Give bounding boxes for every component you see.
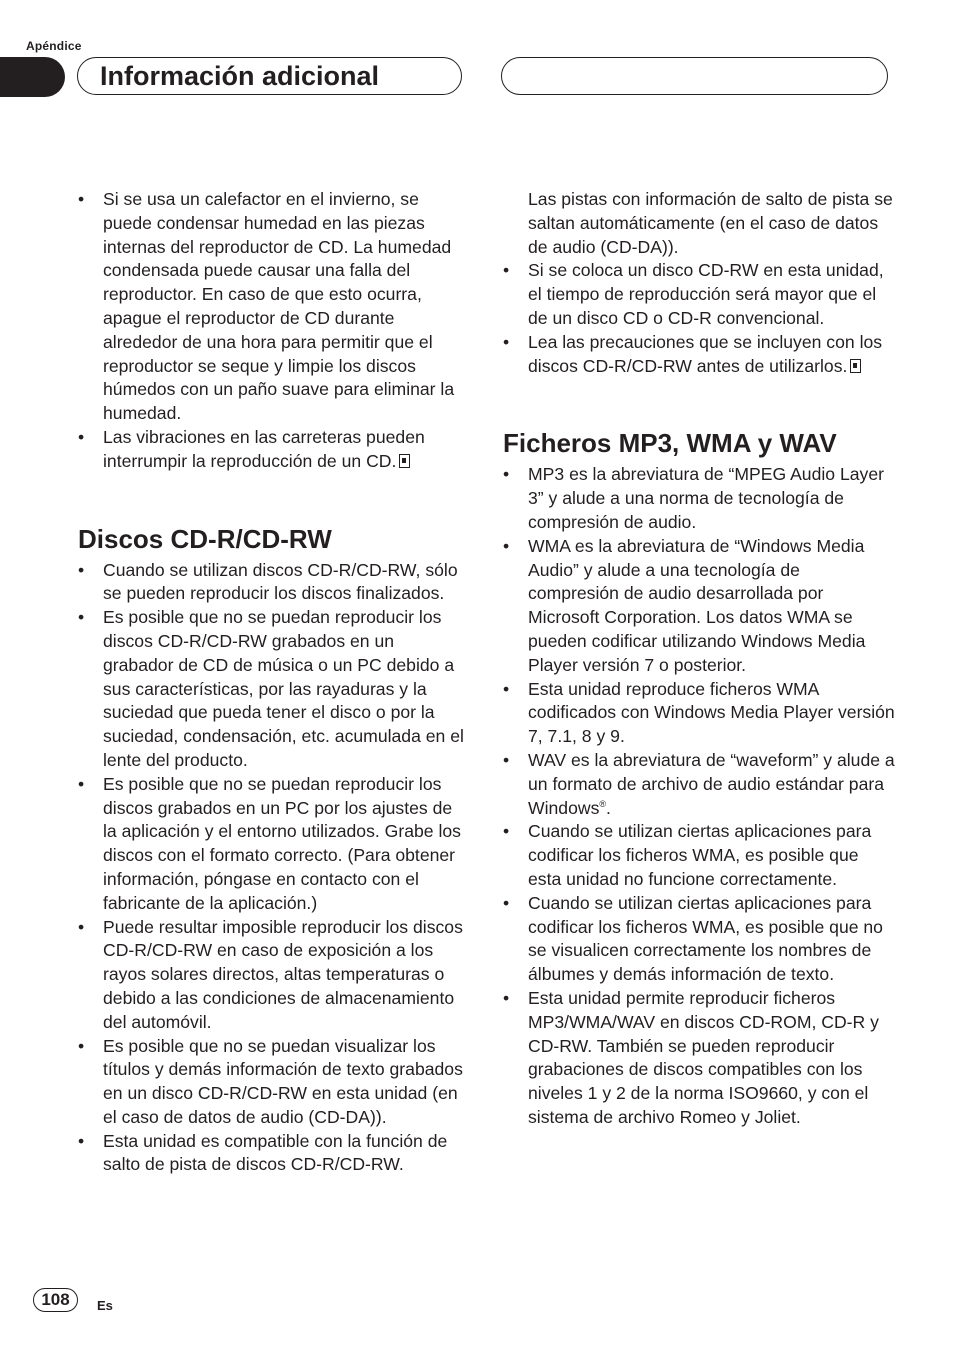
list-item: • Cuando se utilizan discos CD-R/CD-RW, sólo se pueden reproducir los discos finalizados. bbox=[78, 559, 466, 607]
list-item: • Puede resultar imposible reproducir los discos CD-R/CD-RW en caso de exposición a los rayos solares directos, altas temperaturas o debido a las condiciones de almacenamiento del automóvil. bbox=[78, 916, 466, 1035]
list-item: • Esta unidad permite reproducir ficheros MP3/WMA/WAV en discos CD-ROM, CD-R y CD-RW. También se pueden reproducir grabaciones de discos compatibles con los niveles 1 y 2 de la norma ISO9660, y con el sistema de archivo Romeo y Joliet. bbox=[503, 987, 895, 1130]
list-item: • Es posible que no se puedan visualizar los títulos y demás información de texto grabados en un disco CD-R/CD-RW en esta unidad (en el caso de datos de audio (CD-DA)). bbox=[78, 1035, 466, 1130]
section-tab-marker bbox=[0, 57, 65, 97]
section-heading-cd: Discos CD-R/CD-RW bbox=[78, 523, 332, 554]
left-column bbox=[78, 188, 466, 1177]
list-item: • Si se coloca un disco CD-RW en esta unidad, el tiempo de reproducción será mayor que el de un disco CD o CD-R convencional. bbox=[503, 259, 895, 330]
registered-mark: ® bbox=[599, 798, 607, 809]
list-item: • Las vibraciones en las carreteras pueden interrumpir la reproducción de un CD. bbox=[78, 426, 466, 474]
header-empty-pill bbox=[501, 57, 888, 95]
page-title: Información adicional bbox=[77, 57, 462, 95]
language-code: Es bbox=[97, 1298, 113, 1313]
continued-paragraph: Las pistas con información de salto de pista se saltan automáticamente (en el caso de datos de audio (CD-DA)). bbox=[528, 189, 893, 257]
page-number: 108 bbox=[33, 1288, 78, 1312]
list-item: • Esta unidad reproduce ficheros WMA codificados con Windows Media Player versión 7, 7.1, 8 y 9. bbox=[503, 678, 895, 749]
end-mark-icon bbox=[399, 454, 410, 468]
list-item: • Esta unidad es compatible con la función de salto de pista de discos CD-R/CD-RW. bbox=[78, 1130, 466, 1178]
right-column bbox=[503, 188, 895, 1130]
end-mark-icon bbox=[850, 359, 861, 373]
intro-list bbox=[78, 188, 466, 474]
list-item: • Es posible que no se puedan reproducir los discos grabados en un PC por los ajustes de la aplicación y el entorno utilizados. Grabe los discos con el formato correcto. (Para obtener información, póngase en contacto con el fabricante de la aplicación.) bbox=[78, 773, 466, 916]
list-item: • WMA es la abreviatura de “Windows Media Audio” y alude a una tecnología de compresión de audio desarrollada por Microsoft Corporation. Los datos WMA se pueden codificar utilizando Windows Media Player versión 7 o posterior. bbox=[503, 535, 895, 678]
section-label: Apéndice bbox=[26, 39, 82, 53]
cd-list bbox=[78, 559, 466, 1178]
list-item: • WAV es la abreviatura de “waveform” y alude a un formato de archivo de audio estándar para Windows®. bbox=[503, 749, 895, 820]
list-item: • Cuando se utilizan ciertas aplicaciones para codificar los ficheros WMA, es posible que no se visualicen correctamente los nombres de álbumes y demás información de texto. bbox=[503, 892, 895, 987]
section-heading-mp3: Ficheros MP3, WMA y WAV bbox=[503, 428, 837, 459]
list-item: • Si se usa un calefactor en el invierno, se puede condensar humedad en las piezas internas del reproductor de CD. La humedad condensada puede causar una falla del reproductor. En caso de que esto ocurra, apague el reproductor de CD durante alrededor de una hora para permitir que el reproductor se seque y limpie los discos húmedos con un paño suave para eliminar la humedad. bbox=[78, 188, 466, 426]
mp3-list bbox=[503, 463, 895, 1129]
list-item: • Lea las precauciones que se incluyen con los discos CD-R/CD-RW antes de utilizarlos. bbox=[503, 331, 895, 379]
list-item: • MP3 es la abreviatura de “MPEG Audio Layer 3” y alude a una norma de tecnología de compresión de audio. bbox=[503, 463, 895, 534]
cd-list-continued bbox=[503, 259, 895, 378]
list-item: • Cuando se utilizan ciertas aplicaciones para codificar los ficheros WMA, es posible que esta unidad no funcione correctamente. bbox=[503, 820, 895, 891]
list-item: • Es posible que no se puedan reproducir los discos CD-R/CD-RW grabados en un grabador de CD de música o un PC debido a sus características, por las rayaduras y la suciedad que pueda tener el disco o por la suciedad, condensación, etc. acumulada en el lente del producto. bbox=[78, 606, 466, 773]
